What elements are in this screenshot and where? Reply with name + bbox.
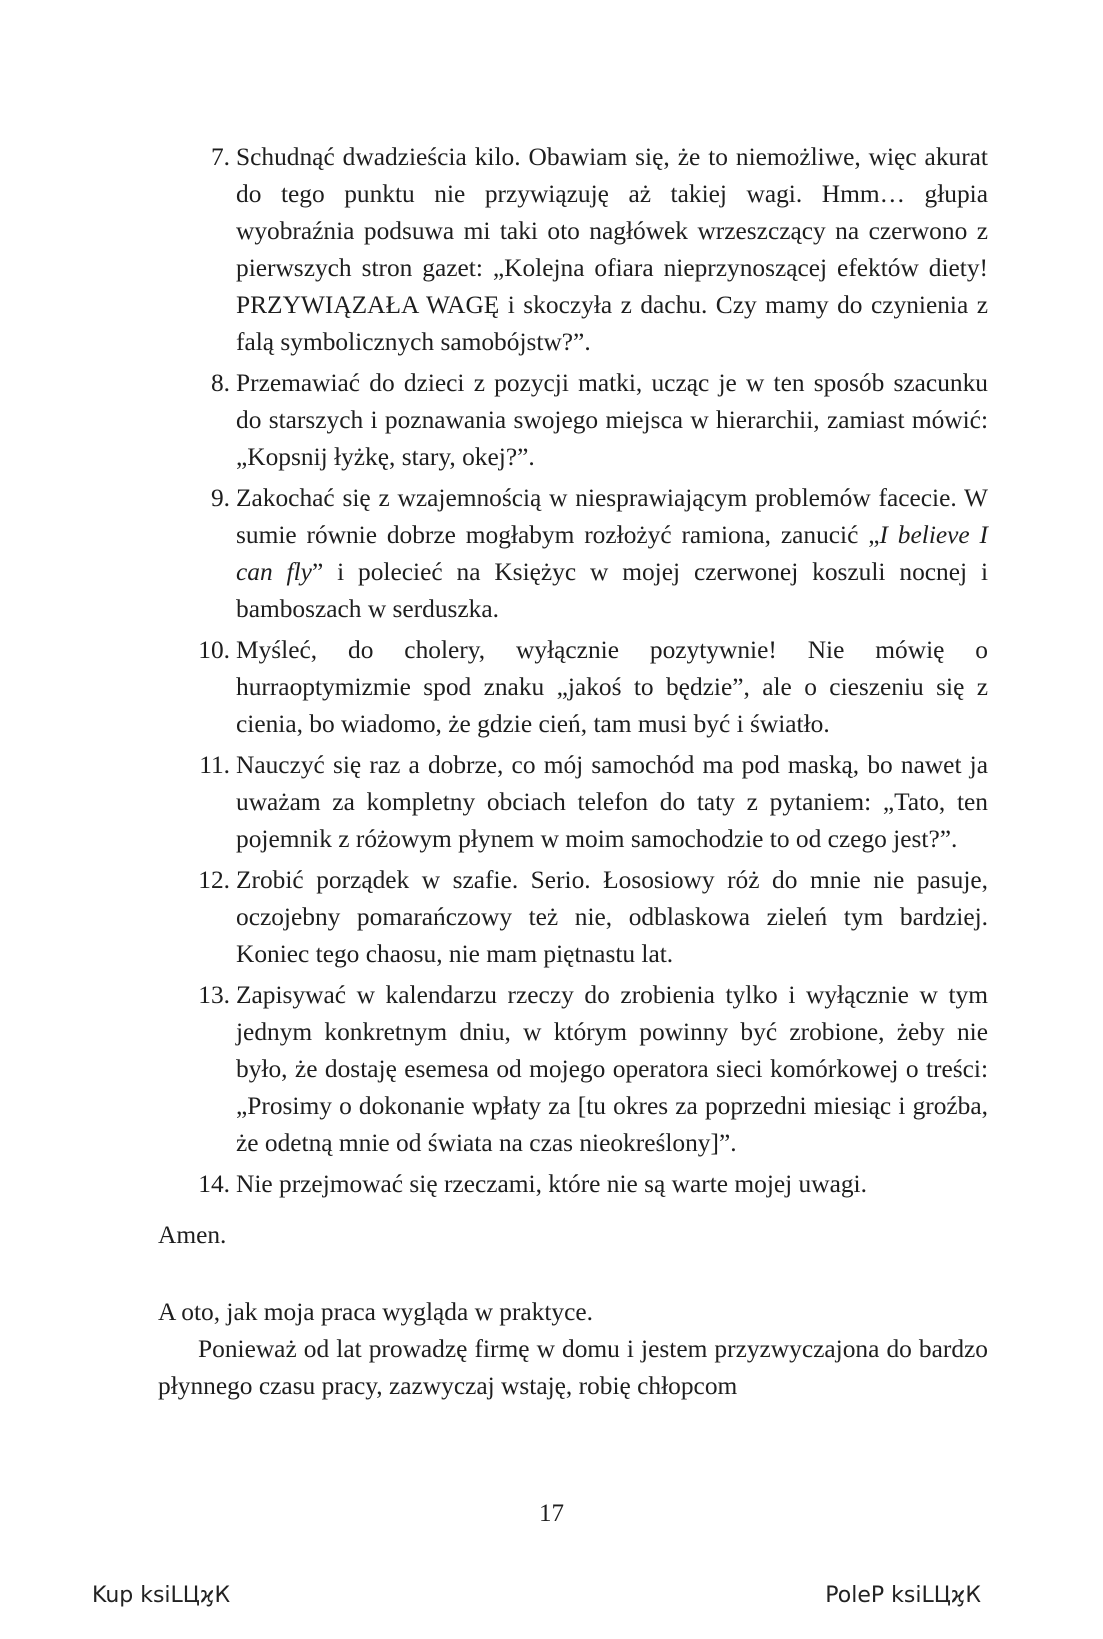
- list-item-number: 11.: [199, 751, 230, 779]
- closing-word: Amen.: [158, 1221, 227, 1249]
- footer-recommend-book-link[interactable]: PoleP ksiLЦϗК: [825, 1583, 981, 1608]
- list-item-number: 9.: [210, 484, 230, 512]
- list-item: [158, 977, 988, 1162]
- list-item-text-before: Zakochać się z wzajemnością w niesprawiającym problemów facecie. W sumie równie dobrze mogłabym rozłożyć ramiona, zanucić „: [236, 484, 988, 549]
- paragraph: Ponieważ od lat prowadzę firmę w domu i jestem przyzwyczajona do bardzo płynnego czasu pracy, zazwyczaj wstaję, robię chłopcom: [158, 1335, 988, 1400]
- numbered-list: [158, 139, 988, 1203]
- song-title-italic: I believe I can fly: [236, 521, 988, 586]
- list-item-text: Nie przejmować się rzeczami, które nie są warte mojej uwagi.: [236, 1170, 867, 1198]
- list-item-text: Myśleć, do cholery, wyłącznie pozytywnie! Nie mówię o hurraoptymizmie spod znaku „jakoś to będzie”, ale o cieszeniu się z cienia, bo wiadomo, że gdzie cień, tam musi być i światło.: [236, 636, 988, 738]
- list-item-number: 7.: [210, 143, 230, 171]
- footer-buy-book-link[interactable]: Kup ksiLЦϗК: [92, 1583, 231, 1608]
- paragraph: A oto, jak moja praca wygląda w praktyce.: [158, 1298, 594, 1326]
- list-item-number: 8.: [210, 369, 230, 397]
- list-item-number: 12.: [198, 866, 230, 894]
- list-item-text: Schudnąć dwadzieścia kilo. Obawiam się, że to niemożliwe, więc akurat do tego punktu nie przywiązuję aż takiej wagi. Hmm… głupia wyobraźnia podsuwa mi taki oto nagłówek wrzeszczący na czerwono z pierwszych stron gazet: „Kolejna ofiara nieprzynoszącej efektów diety! PRZYWIĄZAŁA WAGĘ i skoczyła z dachu. Czy mamy do czynienia z falą symbolicznych samobójstw?”.: [236, 143, 988, 356]
- list-item: [158, 1166, 988, 1203]
- list-item: [158, 139, 988, 361]
- page-body: [158, 139, 988, 1405]
- list-item-text: Zapisywać w kalendarzu rzeczy do zrobienia tylko i wyłącznie w tym jednym konkretnym dniu, w którym powinny być zrobione, żeby nie było, że dostaję esemesa od mojego operatora sieci komórkowej o treści: „Prosimy o dokonanie wpłaty za [tu okres za poprzedni miesiąc i groźba, że odetną mnie od świata na czas nieokreślony]”.: [236, 981, 988, 1157]
- page-number: 17: [539, 1500, 564, 1527]
- list-item-text: [236, 484, 988, 623]
- list-item-number: 10.: [198, 636, 230, 664]
- list-item-number: 14.: [198, 1170, 230, 1198]
- list-item-text: Przemawiać do dzieci z pozycji matki, ucząc je w ten sposób szacunku do starszych i poznawania swojego miejsca w hierarchii, zamiast mówić: „Kopsnij łyżkę, stary, okej?”.: [236, 369, 988, 471]
- list-item-text: Nauczyć się raz a dobrze, co mój samochód ma pod maską, bo nawet ja uważam za kompletny obciach telefon do taty z pytaniem: „Tato, ten pojemnik z różowym płynem w moim samochodzie to od czego jest?”.: [236, 751, 988, 853]
- list-item-number: 13.: [198, 981, 230, 1009]
- list-item: [158, 862, 988, 973]
- list-item: [158, 480, 988, 628]
- list-item: [158, 365, 988, 476]
- list-item: [158, 632, 988, 743]
- list-item-text: Zrobić porządek w szafie. Serio. Łososiowy róż do mnie nie pasuje, oczojebny pomarańczowy też nie, odblaskowa zieleń tym bardziej. Koniec tego chaosu, nie mam piętnastu lat.: [236, 866, 988, 968]
- list-item: [158, 747, 988, 858]
- list-item-text-after: ” i polecieć na Księżyc w mojej czerwonej koszuli nocnej i bamboszach w serduszka.: [236, 558, 988, 623]
